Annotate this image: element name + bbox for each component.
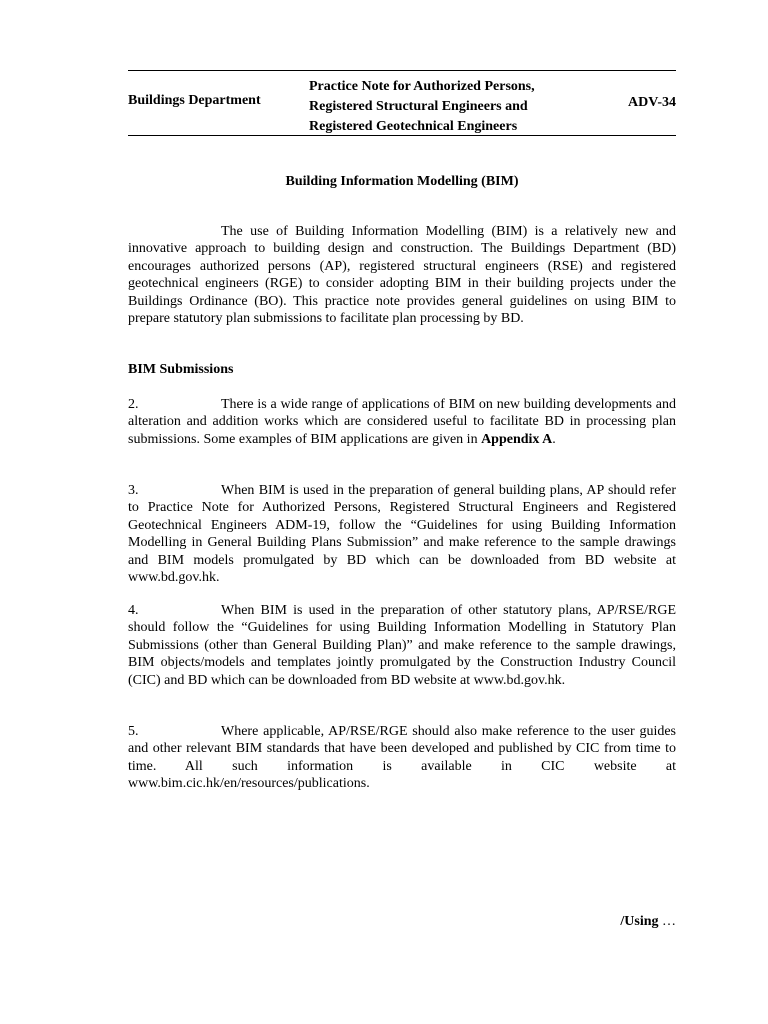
intro-paragraph	[128, 223, 676, 327]
practice-note-title	[309, 77, 535, 137]
practice-note-line: Registered Geotechnical Engineers	[309, 119, 518, 134]
document-title: Building Information Modelling (BIM)	[285, 174, 519, 189]
paragraph-number: 2.	[128, 397, 139, 412]
paragraph-2	[128, 396, 676, 448]
paragraph-5	[128, 723, 676, 793]
header-bottom-rule	[128, 135, 676, 136]
paragraph-3	[128, 482, 676, 586]
paragraph-text: There is a wide range of applications of BIM on new building developments and alteration and addition works which are considered useful to facilitate BD in processing plan submissions. Some examples of BIM applications are given in	[128, 397, 676, 447]
department-name: Buildings Department	[128, 93, 261, 108]
paragraph-text: Where applicable, AP/RSE/RGE should also make reference to the user guides and other relevant BIM standards that have been developed and published by CIC from time to time. All such information is available in CIC website at www.bim.cic.hk/en/resources/publications.	[128, 724, 676, 792]
paragraph-text: When BIM is used in the preparation of general building plans, AP should refer to Practice Note for Authorized Persons, Registered Structural Engineers and Registered Geotechnical Engineers ADM-19, follow the “Guidelines for using Building Information Modelling in General Building Plans Submission” and make reference to the sample drawings and BIM models promulgated by BD which can be downloaded from BD website at www.bd.gov.hk.	[128, 483, 676, 586]
practice-note-line: Practice Note for Authorized Persons,	[309, 79, 535, 94]
paragraph-number: 4.	[128, 603, 139, 618]
continuation-ellipsis: …	[658, 914, 676, 929]
paragraph-text: When BIM is used in the preparation of other statutory plans, AP/RSE/RGE should follow the “Guidelines for using Building Information Modelling in Statutory Plan Submissions (other than General Building Plan)” and make reference to the sample drawings, BIM objects/models and templates jointly promulgated by the Construction Industry Council (CIC) and BD which can be downloaded from BD website at www.bd.gov.hk.	[128, 603, 676, 688]
paragraph-4	[128, 602, 676, 689]
practice-note-code: ADV-34	[628, 95, 676, 110]
section-heading: BIM Submissions	[128, 362, 234, 377]
paragraph-number: 3.	[128, 483, 139, 498]
continuation-footer	[620, 913, 676, 930]
appendix-reference: Appendix A	[481, 431, 553, 447]
practice-note-line: Registered Structural Engineers and	[309, 99, 528, 114]
header-top-rule	[128, 70, 676, 71]
intro-text: The use of Building Information Modelling (BIM) is a relatively new and innovative approach to building design and construction. The Buildings Department (BD) encourages authorized persons (AP), registered structural engineers (RSE) and registered geotechnical engineers (RGE) to consider adopting BIM in their building projects under the Buildings Ordinance (BO). This practice note provides general guidelines on using BIM to prepare statutory plan submissions to facilitate plan processing by BD.	[128, 224, 676, 327]
continuation-word: /Using	[620, 914, 659, 929]
paragraph-number: 5.	[128, 724, 139, 739]
paragraph-text-end: .	[552, 431, 556, 447]
